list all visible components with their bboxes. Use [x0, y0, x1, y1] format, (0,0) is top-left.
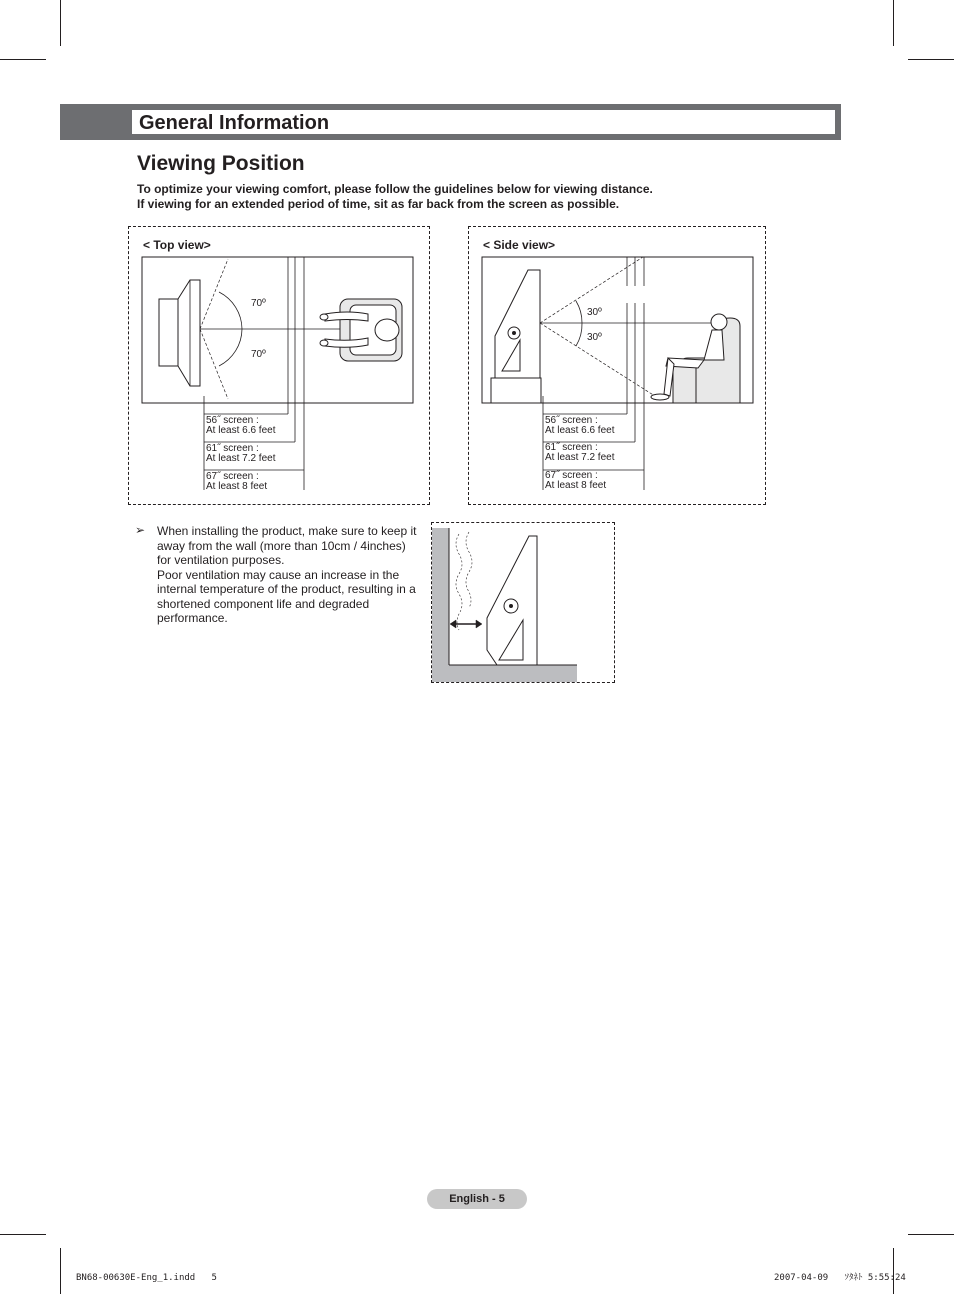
clearance-arrow-icon: [450, 620, 482, 628]
wall-icon: [432, 528, 449, 682]
intro-text: [137, 182, 817, 212]
crop-mark: [908, 59, 954, 60]
crop-mark: [893, 1248, 894, 1294]
top-distance-67: 67˝ screen : At least 8 feet: [206, 471, 268, 492]
crop-mark: [908, 1234, 954, 1235]
section-header-inner: [131, 109, 836, 135]
note-paragraph: Poor ventilation may cause an increase in the internal temperature of the product, resulting in a shortened component life and degraded performance.: [157, 567, 416, 625]
top-view-diagram: [128, 226, 430, 505]
page-heading: Viewing Position: [137, 152, 305, 175]
top-angle-upper: 70º: [251, 298, 266, 309]
side-distance-61: 61˝ screen : At least 7.2 feet: [545, 442, 615, 463]
side-angle-upper: 30º: [587, 307, 602, 318]
note-paragraph: When installing the product, make sure to keep it away from the wall (more than 10cm / 4inches) for ventilation purposes.: [157, 524, 417, 567]
side-view-diagram: [468, 226, 766, 505]
page-number-badge: English - 5: [427, 1189, 527, 1209]
print-slug-left: BN68-00630E-Eng_1.indd 5: [76, 1273, 217, 1283]
note-text: [157, 524, 422, 626]
wall-clearance-diagram: [431, 522, 615, 683]
viewer-top-icon: [320, 299, 402, 361]
side-angle-lower: 30º: [587, 332, 602, 343]
side-view-panel: [468, 226, 766, 505]
top-angle-lower: 70º: [251, 349, 266, 360]
top-view-label: < Top view>: [143, 238, 211, 252]
viewer-side-icon: [651, 314, 740, 403]
side-distance-67: 67˝ screen : At least 8 feet: [545, 470, 607, 491]
section-header-bar: [60, 104, 841, 140]
heat-wave-icon: [466, 532, 472, 608]
top-distance-56: 56˝ screen : At least 6.6 feet: [206, 415, 276, 436]
side-distance-56: 56˝ screen : At least 6.6 feet: [545, 415, 615, 436]
tv-side-icon: [487, 536, 537, 665]
crop-mark: [0, 59, 46, 60]
floor-icon: [432, 665, 577, 682]
heat-wave-icon: [456, 534, 462, 630]
tv-side-icon: [491, 270, 541, 403]
wall-clearance-panel: [431, 522, 615, 683]
intro-line: If viewing for an extended period of time, sit as far back from the screen as possible.: [137, 197, 620, 211]
print-slug-right: 2007-04-09 ｿﾀﾈﾄ 5:55:24: [774, 1273, 906, 1283]
intro-line: To optimize your viewing comfort, please follow the guidelines below for viewing distance.: [137, 182, 653, 196]
top-distance-61: 61˝ screen : At least 7.2 feet: [206, 443, 276, 464]
crop-mark: [60, 0, 61, 46]
note-arrow-icon: ➢: [135, 523, 146, 537]
crop-mark: [60, 1248, 61, 1294]
section-title: General Information: [139, 112, 330, 134]
side-view-label: < Side view>: [483, 238, 556, 252]
crop-mark: [0, 1234, 46, 1235]
tv-top-icon: [159, 280, 200, 386]
crop-mark: [893, 0, 894, 46]
top-view-panel: [128, 226, 430, 505]
